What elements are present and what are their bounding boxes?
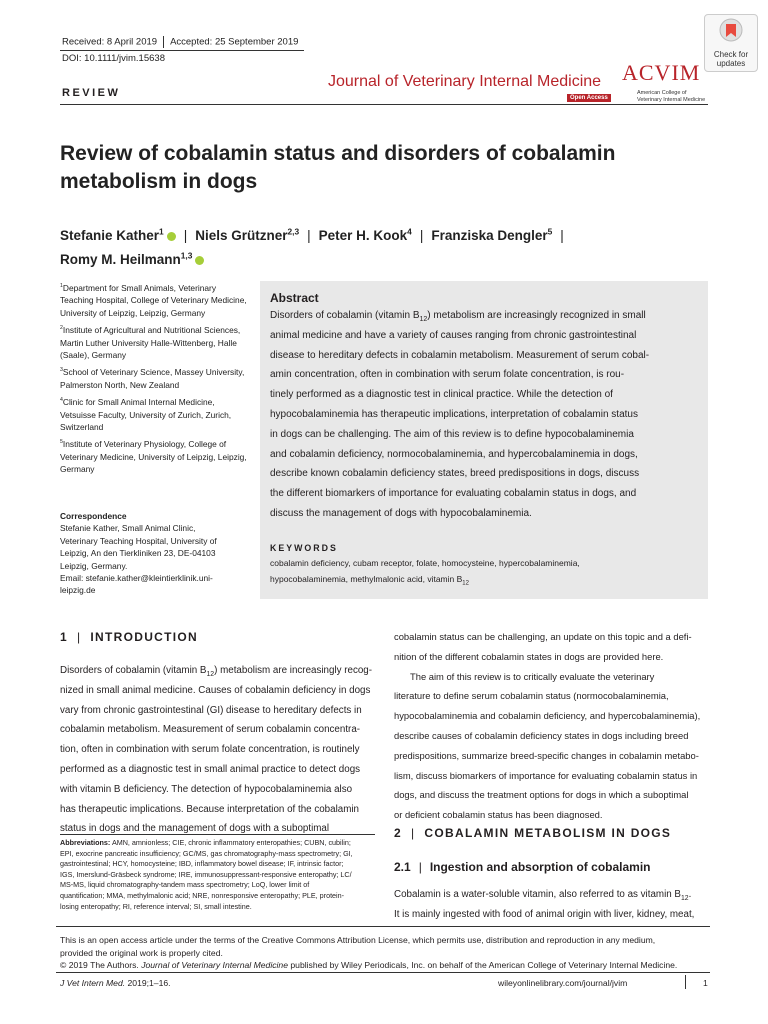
keywords-line: cobalamin deficiency, cubam receptor, folate, homocysteine, hypercobalaminemia,: [270, 558, 580, 568]
text-line: The aim of this review is to critically evaluate the veterinary: [410, 670, 655, 682]
correspondence-label: Correspondence: [60, 511, 127, 521]
license-line: provided the original work is properly cited.: [60, 947, 223, 958]
footer-rule: [56, 972, 710, 973]
affiliation: $^5$Institute of Veterinary Physiology, College of Veterinary Medicine, University of Leipzig, Leipzig, Germany: [60, 439, 247, 475]
bookmark-icon: [705, 15, 757, 45]
text-line: performed as a diagnostic test in small animal practice to detect dogs: [60, 763, 361, 775]
text-line: nized in small animal medicine. Causes of cobalamin deficiency in dogs: [60, 684, 371, 696]
text-line: with vitamin B deficiency. The detection of hypocobalaminemia also: [60, 783, 353, 795]
email-link[interactable]: Email: stefanie.kather@kleintierklinik.uni-: [60, 573, 213, 584]
text-line: literature to define serum cobalamin status (normocobalaminemia,: [394, 690, 669, 702]
affiliation: $^1$Department for Small Animals, Veterinary Teaching Hospital, College of Veterinary Medicine, University of Leipzig, Leipzig, Germany: [60, 283, 247, 318]
author-line-1: [60, 224, 700, 248]
correspondence-line: Veterinary Teaching Hospital, University of: [60, 535, 217, 546]
open-access-badge: Open Access: [567, 94, 611, 102]
abstract-line: in dogs can be challenging. The aim of this review is to define hypocobalaminemia: [270, 428, 634, 440]
correspondence-line: Leipzig, Germany.: [60, 560, 128, 571]
author-list: [60, 224, 700, 272]
author-separator: |: [560, 228, 564, 243]
journal-name[interactable]: Journal of Veterinary Internal Medicine: [328, 73, 602, 90]
abstract-line: the different biomarkers of importance for evaluating cobalamin status in dogs, and: [270, 488, 637, 500]
text-line: cobalamin metabolism. Measurement of serum cobalamin concentra-: [60, 724, 361, 736]
abstract-line: tinely performed as a diagnostic test in clinical practice. While the detection of: [270, 389, 613, 401]
abstract-line: amin concentration, often in combination with serum folate concentration, is rou-: [270, 369, 625, 381]
section-2-heading: 2 | COBALAMIN METABOLISM IN DOGS: [394, 826, 672, 840]
text-line: dogs, and discuss the treatment options for dogs in which a suboptimal: [394, 789, 689, 801]
orcid-icon[interactable]: [167, 232, 176, 241]
author-separator: |: [419, 228, 424, 243]
text-line: hypocobalaminemia and cobalamin deficiency, and hypercobalaminemia),: [394, 710, 701, 722]
orcid-icon[interactable]: [195, 256, 204, 265]
abbrev-line: gastrointestinal; HCY, homocysteine; IBD, inflammatory bowel disease; IF, intrinsic factor;: [60, 859, 344, 869]
keywords: [270, 555, 700, 587]
divider: [163, 36, 164, 48]
text-line: vary from chronic gastrointestinal (GI) disease to hereditary defects in: [60, 704, 362, 716]
abstract-line: disease to hereditary defects in cobalamin metabolism. Measurement of serum cobal-: [270, 349, 650, 361]
text-line: describe causes of cobalamin deficiency states in dogs including breed: [394, 729, 689, 741]
text-line: Cobalamin is a water-soluble vitamin, also referred to as vitamin $B_{12}$.: [394, 889, 692, 902]
acvim-subtitle: American College of Veterinary Internal Medicine: [637, 90, 706, 103]
author-line-2: [60, 248, 700, 272]
affiliations: [60, 282, 250, 481]
abbrev-line: Abbreviations: AMN, amnionless; CIE, chronic inflammatory enteropathies; CUBN, cubilin;: [60, 838, 351, 847]
acvim-logo[interactable]: ACVIM: [622, 60, 701, 85]
text-line: tion, often in combination with serum folate concentration, is routinely: [60, 744, 360, 756]
abbrev-line: IGS, Imerslund-Gräsbeck syndrome; IRE, immunosuppressant-responsive enteropathy; LC/: [60, 869, 352, 879]
abstract-line: discuss the management of dogs with hypocobalaminemia.: [270, 507, 532, 519]
affiliation: $^4$Clinic for Small Animal Internal Medicine, Vetsuisse Faculty, University of Zurich, Zurich, Switzerland: [60, 397, 232, 433]
author[interactable]: Franziska Dengler$^5$: [431, 226, 553, 243]
text-line: It is mainly ingested with food of animal origin with liver, kidney, meat,: [394, 908, 695, 920]
author[interactable]: Romy M. Heilmann$^{1,3}$: [60, 250, 193, 267]
subsection-2-1-heading: 2.1 | Ingestion and absorption of cobalamin: [394, 860, 651, 874]
citation: J Vet Intern Med. 2019;1–16.: [60, 978, 171, 988]
abstract-line: Disorders of cobalamin (vitamin $B_{12}$) metabolism are increasingly recognized in small: [270, 310, 646, 323]
intro-continuation: [394, 627, 709, 825]
header-rule: [60, 50, 304, 51]
email-link-cont[interactable]: leipzig.de: [60, 585, 96, 596]
text-line: status in dogs and the management of dogs with a suboptimal: [60, 823, 330, 835]
section-1-heading: 1 | INTRODUCTION: [60, 630, 198, 644]
author[interactable]: Stefanie Kather$^1$: [60, 226, 164, 243]
license-rule: [56, 926, 710, 927]
text-line: Disorders of cobalamin (vitamin $B_{12}$) metabolism are increasingly recog-: [60, 665, 373, 678]
subsection-2-1-body: [394, 885, 709, 925]
text-line: cobalamin status can be challenging, an update on this topic and a defi-: [394, 631, 692, 642]
license-block: [60, 934, 710, 972]
journal-url-link[interactable]: wileyonlinelibrary.com/journal/jvim: [498, 978, 628, 988]
affiliation: $^3$School of Veterinary Science, Massey University, Palmerston North, New Zealand: [60, 367, 245, 390]
keywords-heading: KEYWORDS: [270, 543, 338, 553]
abbreviations: [60, 838, 378, 912]
abstract-line: animal medicine and have a variety of causes ranging from chronic gastrointestinal: [270, 329, 637, 341]
page-number: 1: [703, 978, 708, 988]
check-updates-label: Check for updates: [713, 50, 749, 68]
text-line: nition of the different cobalamin states in dogs are provided here.: [394, 650, 664, 662]
section-1-body: [60, 661, 375, 839]
abbrev-line: quantification; MMA, methylmalonic acid; NRE, nonresponsive enteropathy; PLE, protein-: [60, 890, 345, 900]
abbrev-line: losing enteropathy; RI, reference interval; SI, small intestine.: [60, 901, 252, 911]
received-date: Received: 8 April 2019: [62, 36, 158, 48]
abbrev-rule: [60, 834, 375, 835]
abstract-body: [270, 306, 700, 524]
text-line: has therapeutic implications. Because interpretation of the cobalamin: [60, 803, 359, 815]
copyright-line: © 2019 The Authors. Journal of Veterinary Internal Medicine published by Wiley Periodicals, Inc. on behalf of the American College of Veterinary Internal Medicine.: [60, 960, 678, 970]
dates-line: [62, 36, 298, 48]
author[interactable]: Peter H. Kook$^4$: [318, 226, 412, 243]
abstract-heading: Abstract: [270, 291, 319, 305]
abstract-line: describe known cobalamin deficiency states, breed predispositions in dogs, discuss: [270, 468, 640, 480]
abstract-line: hypocobalaminemia has therapeutic implications, interpretation of cobalamin status: [270, 408, 638, 420]
text-line: or deficient cobalamin status has been diagnosed.: [394, 809, 603, 821]
article-title: Review of cobalamin status and disorders of cobalamin metabolism in dogs: [60, 142, 616, 193]
text-line: predispositions, summarize breed-specific changes in cobalamin metabo-: [394, 749, 699, 761]
license-line: This is an open access article under the terms of the Creative Commons Attribution License, which permits use, distribution and reproduction in any medium,: [60, 935, 656, 945]
header-divider: [60, 104, 708, 105]
affiliation: $^2$Institute of Agricultural and Nutritional Sciences, Martin Luther University Halle-Wittenberg, Halle (Saale), Germany: [60, 325, 241, 361]
keywords-line: hypocobalaminemia, methylmalonic acid, vitamin $B_{12}$: [270, 574, 469, 587]
correspondence: [60, 510, 250, 597]
author-separator: |: [183, 228, 188, 243]
text-line: lism, discuss biomarkers of importance for evaluating cobalamin status in: [394, 769, 698, 781]
section-label: REVIEW: [62, 87, 121, 99]
footer-divider: [685, 975, 686, 989]
correspondence-line: Leipzig, An den Tierkliniken 23, DE-04103: [60, 548, 216, 559]
author[interactable]: Niels Grützner$^{2,3}$: [195, 226, 300, 243]
check-updates-button[interactable]: [704, 14, 758, 72]
correspondence-line: Stefanie Kather, Small Animal Clinic,: [60, 523, 196, 534]
abbrev-line: MS-MS, liquid chromatography-tandem mass spectrometry; LoQ, lower limit of: [60, 880, 310, 890]
abstract-line: and cobalamin deficiency, normocobalaminemia, and hypercobalaminemia in dogs,: [270, 448, 638, 460]
abbrev-line: EPI, exocrine pancreatic insufficiency; GC/MS, gas chromatography-mass spectrometry; GI,: [60, 848, 353, 858]
doi-link[interactable]: DOI: 10.1111/jvim.15638: [62, 53, 165, 64]
author-separator: |: [307, 228, 311, 243]
accepted-date: Accepted: 25 September 2019: [170, 36, 299, 48]
